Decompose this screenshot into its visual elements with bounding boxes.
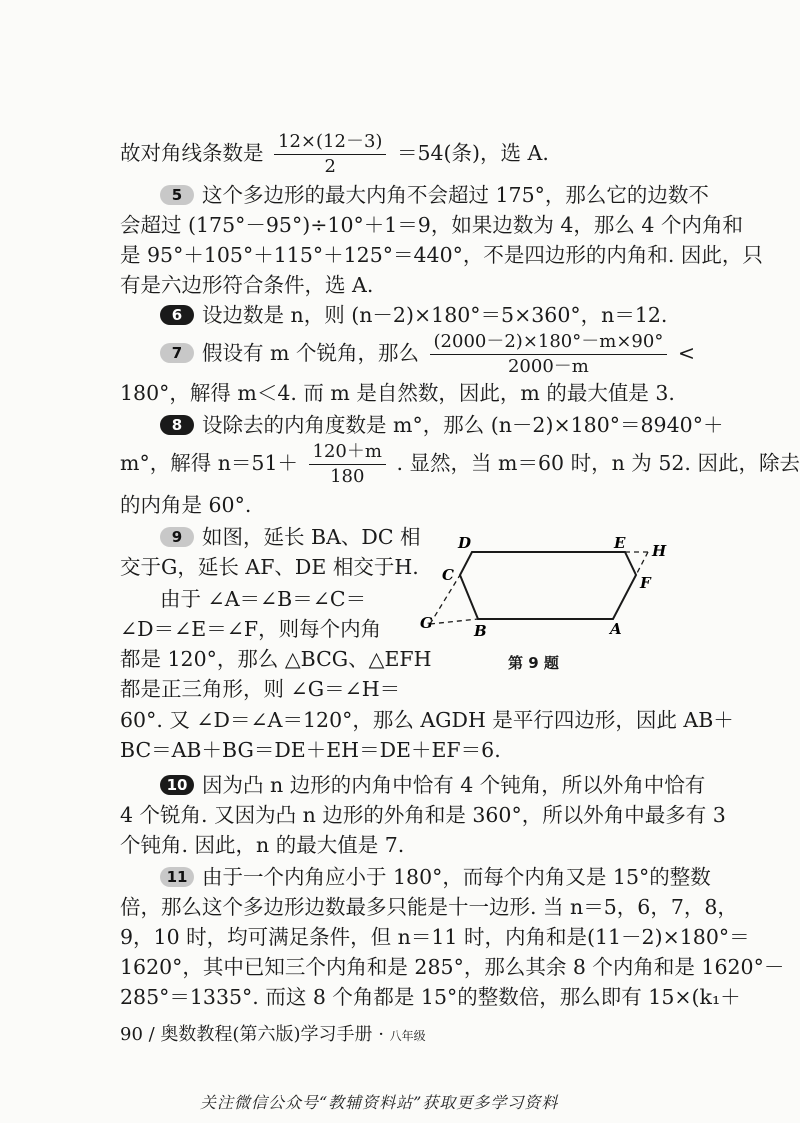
problem-number-badge: 8 — [160, 415, 194, 435]
problem-9-line-8: BC＝AB＋BG＝DE＋EH＝DE＋EF＝6. — [120, 738, 501, 762]
problem-11-line-4: 1620°，其中已知三个内角和是 285°，那么其余 8 个内角和是 1620°－ — [120, 955, 785, 979]
problem-5-line-4: 有是六边形符合条件，选 A. — [120, 273, 374, 297]
problem-11-line-5: 285°＝1335°. 而这 8 个角都是 15°的整数倍，那么即有 15×(k₁＋ — [120, 985, 741, 1009]
label-b: B — [474, 622, 487, 640]
problem-5-line-3: 是 95°＋105°＋115°＋125°＝440°，不是四边形的内角和. 因此，只 — [120, 243, 763, 267]
problem-9-line-5: 都是 120°，那么 △BCG、△EFH — [120, 647, 432, 671]
watermark-text: 关注微信公众号“教辅资料站”获取更多学习资料 — [200, 1093, 559, 1112]
dashed-line-gb — [430, 619, 478, 624]
problem-9-line-7: 60°. 又 ∠D＝∠A＝120°，那么 AGDH 是平行四边形，因此 AB＋ — [120, 708, 734, 732]
page-number: 90 — [120, 1024, 143, 1045]
problem-number-badge: 11 — [160, 867, 194, 887]
problem-8-line-1: 8 设除去的内角度数是 m°，那么 (n－2)×180°＝8940°＋ — [160, 410, 723, 440]
dashed-line-hf — [636, 552, 648, 575]
problem-8-line-2: m°，解得 n＝51＋ $\frac{120+m}{180}$ . 显然，当 m＝60 时，n 为 52. 因此，除去 — [120, 441, 800, 487]
problem-5-line-2: 会超过 (175°－95°)÷10°＋1＝9，如果边数为 4，那么 4 个内角和 — [120, 213, 743, 237]
label-d: D — [458, 534, 472, 552]
label-e: E — [614, 534, 626, 552]
problem-5-line-1: 5 这个多边形的最大内角不会超过 175°，那么它的边数不 — [160, 180, 709, 210]
problem-10-line-2: 4 个锐角. 又因为凸 n 边形的外角和是 360°，所以外角中最多有 3 — [120, 803, 726, 827]
problem-7-line-1: 7 假设有 m 个锐角，那么 $\frac{(2000-2)\times 180^\circ-m\times 90^\circ}{2000-m}$ < — [160, 330, 695, 379]
problem-9-line-2: 交于G，延长 AF、DE 相交于H. — [120, 555, 419, 579]
problem-8-line-3: 的内角是 60°. — [120, 493, 252, 517]
problem-10-line-3: 个钝角. 因此，n 的最大值是 7. — [120, 833, 405, 857]
figure-caption: 第 9 题 — [508, 654, 559, 672]
problem-9-line-3: 由于 ∠A＝∠B＝∠C＝ — [160, 587, 367, 611]
problem-number-badge: 6 — [160, 305, 194, 325]
problem-10-line-1: 10 因为凸 n 边形的内角中恰有 4 个钝角，所以外角中恰有 — [160, 770, 705, 800]
label-c: C — [442, 566, 454, 584]
problem-number-badge: 5 — [160, 185, 194, 205]
label-a: A — [610, 620, 622, 638]
problem-6-line-1: 6 设边数是 n，则 (n－2)×180°＝5×360°，n＝12. — [160, 300, 667, 330]
grade-label: 八年级 — [389, 1029, 426, 1043]
problem-number-badge: 10 — [160, 775, 194, 795]
hexagon-outline — [460, 552, 636, 619]
fraction: $\frac{120+m}{180}$ — [309, 440, 386, 489]
problem-9-line-4: ∠D＝∠E＝∠F，则每个内角 — [120, 617, 382, 641]
line-diagonal-count: 故对角线条数是 $\frac{12\times(12-3)}{2}$ ＝54(条)，选 A. — [120, 131, 549, 177]
problem-11-line-3: 9，10 时，均可满足条件，但 n＝11 时，内角和是(11－2)×180°＝ — [120, 925, 750, 949]
label-f: F — [640, 574, 651, 592]
hexagon-figure — [420, 530, 680, 650]
label-h: H — [652, 542, 667, 560]
fraction: $\frac{(2000-2)\times 180^\circ-m\times 90^\circ}{2000-m}$ — [430, 330, 668, 379]
problem-7-line-2: 180°，解得 m＜4. 而 m 是自然数，因此，m 的最大值是 3. — [120, 381, 675, 405]
problem-9-line-1: 9 如图，延长 BA、DC 相 — [160, 522, 421, 552]
page-footer — [120, 1020, 426, 1046]
problem-11-line-2: 倍，那么这个多边形边数最多只能是十一边形. 当 n＝5，6，7，8， — [120, 895, 738, 919]
problem-11-line-1: 11 由于一个内角应小于 180°，而每个内角又是 15°的整数 — [160, 862, 711, 892]
label-g: G — [420, 614, 433, 632]
book-title: / 奥数教程(第六版)学习手册 · — [148, 1024, 384, 1045]
problem-9-line-6: 都是正三角形，则 ∠G＝∠H＝ — [120, 677, 401, 701]
problem-number-badge: 9 — [160, 527, 194, 547]
problem-number-badge: 7 — [160, 343, 194, 363]
fraction: $\frac{12\times(12-3)}{2}$ — [274, 130, 386, 179]
